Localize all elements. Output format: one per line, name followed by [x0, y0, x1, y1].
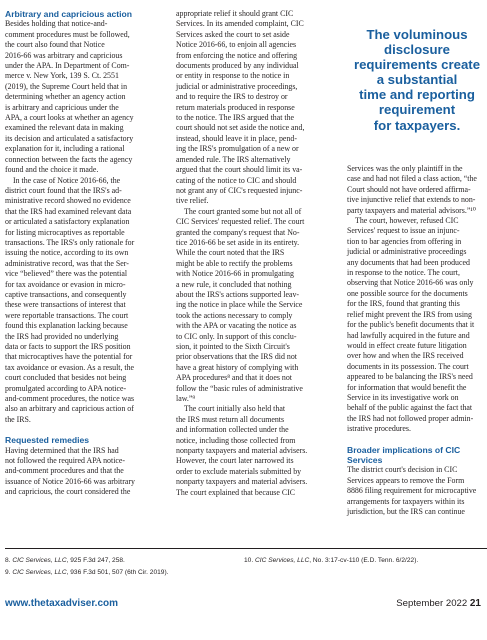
footnotes-left	[5, 555, 168, 579]
text-line: istrative procedures.	[347, 424, 411, 434]
text-line: for listing microcaptives as reportable	[5, 227, 125, 237]
paragraph	[176, 9, 333, 207]
text-line: While the court noted that the IRS	[176, 248, 285, 258]
text-line: determining whether an agency action	[5, 92, 126, 102]
text-line: with the APA or vacating the notice as	[176, 321, 297, 331]
text-line: the court also found that Notice	[5, 40, 105, 50]
text-line: Court should not have ordered affirma-	[347, 184, 471, 194]
text-line: observing that Notice 2016-66 was only	[347, 278, 474, 288]
text-line: requirement	[378, 102, 456, 118]
website-link[interactable]: www.thetaxadviser.com	[5, 598, 119, 609]
text-line: the IRS had provided no underlying	[5, 331, 119, 341]
text-line: found this explanation lacking because	[5, 321, 128, 331]
text-line: ing the notice in place while the Service	[176, 300, 303, 310]
text-line: time and reporting	[359, 87, 475, 103]
text-line: were reportable transactions. The court	[5, 310, 129, 320]
text-line: CIC Services' requested relief. The court	[176, 217, 305, 227]
text-line: about the IRS's actions supported leav-	[176, 289, 300, 299]
text-line: its decision and articulated a satisfactory	[5, 133, 134, 143]
text-line: Services' request to issue an injunc-	[347, 226, 460, 236]
text-line: follow the “basic rules of administrative	[176, 383, 303, 393]
text-line: behalf of the public against the fact that	[347, 403, 473, 413]
paragraph	[5, 19, 158, 175]
text-line: order to exclude materials submitted by	[176, 466, 302, 476]
text-line: arrangements for taxpayers within its	[347, 496, 465, 506]
text-line: ing the IRS's promulgation of a new or	[176, 144, 299, 154]
text-line: granted the company's request that No-	[176, 227, 300, 237]
text-line: The court initially also held that	[184, 404, 286, 414]
text-line: a substantial	[376, 72, 458, 88]
text-line: The court explained that because CIC	[176, 487, 295, 497]
text-line: 8886 filing requirement for microcaptive	[347, 486, 477, 496]
text-line: ministrative record showed no evidence	[5, 196, 131, 206]
paragraph	[176, 207, 333, 405]
footnotes-right	[244, 555, 418, 567]
column-3	[347, 164, 487, 517]
text-line: and-comment procedures and that the	[5, 466, 124, 476]
text-line: with Notice 2016-66 in promulgating	[176, 269, 294, 279]
text-line: took the actions necessary to comply	[176, 310, 293, 320]
column-2	[176, 9, 333, 498]
text-line: The voluminous	[366, 27, 468, 42]
text-line: Having determined that the IRS had	[5, 445, 119, 455]
text-line: or articulated a satisfactory explanation	[5, 217, 130, 227]
text-line: captive transactions, and consequently	[5, 289, 127, 299]
text-line: that the IRS had examined relevant data	[5, 206, 132, 216]
text-line: data or facts to support the IRS position	[5, 342, 131, 351]
text-line: notice, including those collected from	[176, 435, 296, 445]
text-line: not followed the required APA notice-	[5, 456, 126, 466]
text-line: comment procedures must be followed,	[5, 29, 130, 39]
text-line: party taxpayers and material advisors.”¹⁰	[347, 205, 476, 215]
text-line: over how and when the IRS received	[347, 351, 464, 361]
text-line: is arbitrary and capricious under the	[5, 102, 119, 112]
text-line: any documents that had been produced	[347, 257, 470, 267]
text-line: and-comment procedures, the notice was	[5, 394, 135, 404]
text-line: jurisdiction, but the IRS can continue	[347, 507, 465, 516]
pull-quote	[347, 27, 487, 133]
text-line: amended rule. The IRS alternatively	[176, 154, 291, 164]
text-line: law.”⁹	[176, 394, 196, 404]
footnote-8: 8. CIC Services, LLC, 925 F.3d 247, 258.	[5, 557, 125, 564]
text-line: tax avoidance or evasion. As a result, the	[5, 362, 135, 372]
text-line: Besides holding that notice-and-	[5, 19, 108, 29]
text-line: vice “believed” there was the potential	[5, 269, 128, 279]
page-number: 21	[469, 598, 481, 609]
text-line: documents produced by any individual	[176, 61, 299, 71]
section-heading-remedies: Requested remedies	[5, 435, 90, 446]
paragraph	[5, 446, 158, 498]
text-line: might be able to rectify the problems	[176, 258, 293, 268]
text-line: requirements create	[353, 57, 481, 73]
footnote-10: 10. CIC Services, LLC, No. 3:17-cv-110 (E.D. Tenn. 6/2/22).	[244, 557, 419, 564]
paragraph	[347, 216, 487, 435]
text-line: court should not set aside the notice and,	[176, 123, 305, 133]
text-line: have a great history of complying with	[176, 362, 299, 372]
text-line: Service in its investigative work on	[347, 392, 459, 402]
text-line: to CIC only. In support of this conclu-	[176, 331, 297, 341]
text-line: for information that would benefit the	[347, 382, 467, 392]
text-line: APA, a court looks at whether an agency	[5, 113, 134, 123]
text-line: Notice 2016-66, to enjoin all agencies	[176, 40, 297, 50]
text-line: nonparty taxpayers and material advisers.	[176, 477, 308, 487]
text-line: and capricious, the court considered the	[5, 487, 131, 497]
text-line: (2019), the Supreme Court held that in	[5, 81, 128, 91]
text-line: not grant any of CIC's requested injunc-	[176, 185, 303, 195]
text-line: the IRS.	[5, 414, 31, 424]
text-line: the IRS had not followed proper admin-	[347, 413, 474, 423]
paragraph	[347, 465, 487, 517]
text-line: in response to the notice. The court,	[347, 268, 460, 278]
text-line: tice 2016-66 be set aside in its entirety.	[176, 237, 300, 247]
paragraph	[176, 404, 333, 498]
text-line: merce v. New York, 139 S. Ct. 2551	[5, 71, 119, 81]
text-line: nonparty taxpayers and material advisers.	[176, 446, 308, 456]
text-line: Services appears to remove the Form	[347, 475, 465, 485]
text-line: district court found that the IRS's ad-	[5, 185, 122, 195]
text-line: administrative record, was that the Ser-	[5, 258, 129, 268]
text-line: to the notice. The IRS argued that the	[176, 113, 295, 123]
text-line: Services was the only plaintiff in the	[347, 164, 463, 173]
text-line: also an arbitrary and capricious action of	[5, 404, 134, 414]
text-line: cating of the notice to CIC and should	[176, 175, 297, 185]
text-line: appeared to be balancing the IRS's need	[347, 372, 473, 382]
text-line: examined the relevant data in making	[5, 123, 124, 133]
text-line: for the public's benefit documents that it	[347, 320, 475, 330]
text-line: argued that the court should limit its va-	[176, 165, 303, 175]
text-line: for taxpayers.	[373, 117, 461, 133]
text-line: and information collected under the	[176, 425, 289, 435]
text-line: instead, should leave it in place, pend-	[176, 133, 297, 143]
paragraph	[5, 176, 158, 426]
section-heading-arbitrary: Arbitrary and capricious action	[5, 9, 133, 19]
text-line: that microcaptives have the potential for	[5, 352, 133, 362]
text-line: would in effect create future litigation	[347, 340, 467, 350]
page-footer	[396, 598, 481, 609]
text-line: found and the choice it made.	[5, 165, 99, 175]
text-line: promulgated according to APA notice-	[5, 383, 127, 393]
text-line: The district court's decision in CIC	[347, 465, 458, 475]
issue-date: September 2022	[396, 598, 468, 609]
text-line: documents in its possession. The court	[347, 361, 469, 371]
column-1	[5, 9, 158, 498]
text-line: relief might prevent the IRS from using	[347, 309, 472, 319]
text-line: explanation for it, including a rational	[5, 144, 125, 154]
text-line: tive relief.	[176, 196, 209, 206]
text-line: Services. In its amended complaint, CIC	[176, 19, 304, 29]
text-line: Services asked the court to set aside	[176, 29, 290, 39]
text-line: a new rule, it concluded that nothing	[176, 279, 292, 289]
text-line: prior observations that the IRS did not	[176, 352, 297, 362]
text-line: appropriate relief it should grant CIC	[176, 9, 294, 18]
footnote-divider	[5, 548, 487, 549]
text-line: from enforcing the notice and offering	[176, 50, 298, 60]
text-line: these were transactions of interest that	[5, 300, 126, 310]
text-line: transactions. The IRS's only rationale for	[5, 237, 135, 247]
text-line: for tax avoidance or evasion in micro-	[5, 279, 126, 289]
section-heading-implications: Broader implications of CIC Services	[347, 444, 461, 465]
text-line: In the case of Notice 2016-66, the	[13, 175, 121, 185]
text-line: the IRS must return all documents	[176, 414, 285, 424]
text-line: court concluded that besides not being	[5, 373, 127, 383]
text-line: tive injunctive relief that extends to non-	[347, 195, 476, 205]
text-line: case and had not filed a class action, “the	[347, 174, 477, 184]
text-line: had lawfully acquired in the future and	[347, 330, 470, 340]
text-line: tion to bar agencies from offering in	[347, 236, 462, 246]
text-line: connection between the facts the agency	[5, 154, 133, 164]
text-line: one possible source for the documents	[347, 288, 468, 298]
text-line: under the APA. In Department of Com-	[5, 61, 130, 71]
text-line: judicial or administrative proceedings	[347, 247, 467, 257]
text-line: 2016-66 was arbitrary and capricious	[5, 50, 123, 60]
text-line: However, the court later narrowed its	[176, 456, 294, 466]
text-line: The court, however, refused CIC	[355, 216, 459, 226]
text-line: judicial or administrative proceedings,	[176, 81, 298, 91]
text-line: disclosure	[384, 42, 450, 58]
text-line: return materials produced in response	[176, 102, 295, 112]
footnote-9: 9. CIC Services, LLC, 936 F.3d 501, 507 (6th Cir. 2019).	[5, 569, 169, 576]
text-line: The court granted some but not all of	[184, 206, 302, 216]
text-line: issuing the notice, according to its own	[5, 248, 129, 258]
text-line: sion, it pointed to the Sixth Circuit's	[176, 342, 290, 351]
text-line: issuance of Notice 2016-66 was arbitrary	[5, 476, 135, 486]
text-line: APA procedures⁸ and that it does not	[176, 373, 292, 383]
paragraph	[347, 164, 487, 216]
text-line: for the IRS, found that granting this	[347, 299, 460, 309]
text-line: or entity in response to the notice in	[176, 71, 290, 81]
text-line: and to require the IRS to destroy or	[176, 92, 288, 102]
